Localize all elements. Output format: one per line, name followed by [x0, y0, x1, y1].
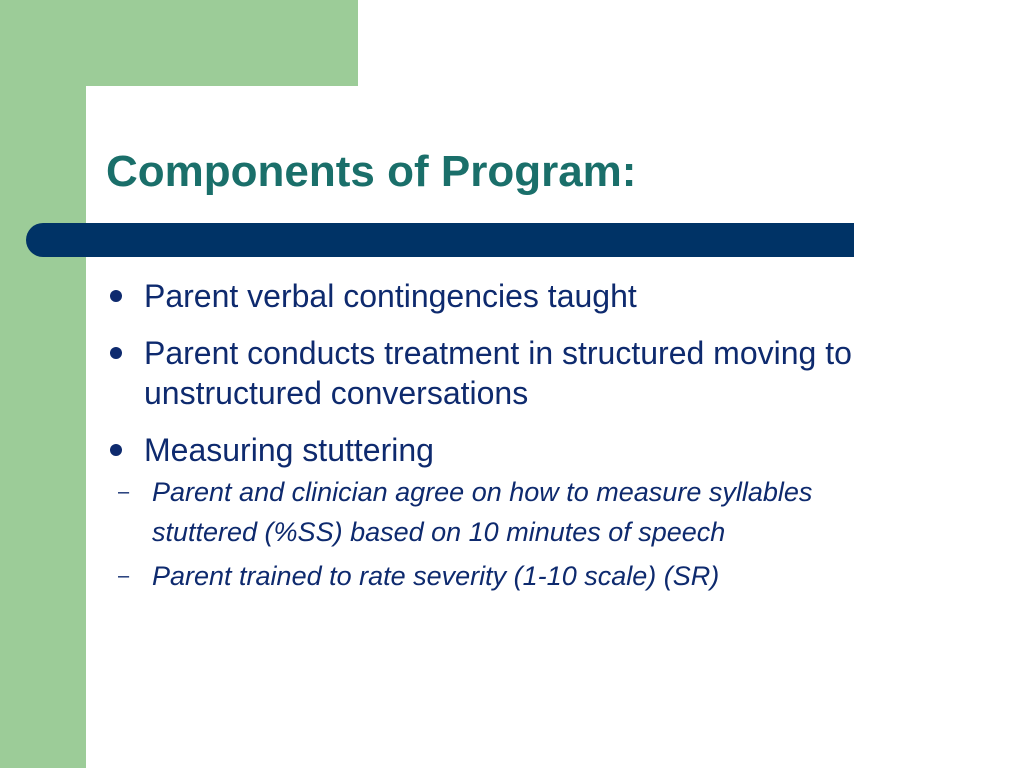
bullet-dot-icon: [110, 444, 122, 456]
dash-marker-icon: –: [118, 481, 130, 503]
dash-marker-icon: –: [118, 565, 130, 587]
bullet-item: [106, 430, 986, 470]
green-side-band-left: [0, 0, 86, 768]
sub-bullet-text: Parent and clinician agree on how to measure syllables stuttered (%SS) based on 10 minutes of speech: [152, 477, 813, 547]
slide-title: Components of Program:: [106, 147, 637, 196]
bullet-text: Parent verbal contingencies taught: [144, 278, 637, 314]
sub-bullet-item: [106, 556, 986, 596]
bullet-item: [106, 333, 864, 413]
sub-bullet-item: [106, 472, 986, 552]
bullet-text: Measuring stuttering: [144, 432, 434, 468]
bullet-list: [106, 276, 986, 600]
bullet-text: Parent conducts treatment in structured moving to unstructured conversations: [144, 335, 852, 411]
sub-bullet-text: Parent trained to rate severity (1-10 scale) (SR): [152, 561, 720, 591]
sub-bullet-list: [106, 472, 986, 596]
bullet-dot-icon: [110, 347, 122, 359]
bullet-dot-icon: [110, 290, 122, 302]
title-underline-bar: [26, 223, 854, 257]
bullet-item: [106, 276, 986, 316]
